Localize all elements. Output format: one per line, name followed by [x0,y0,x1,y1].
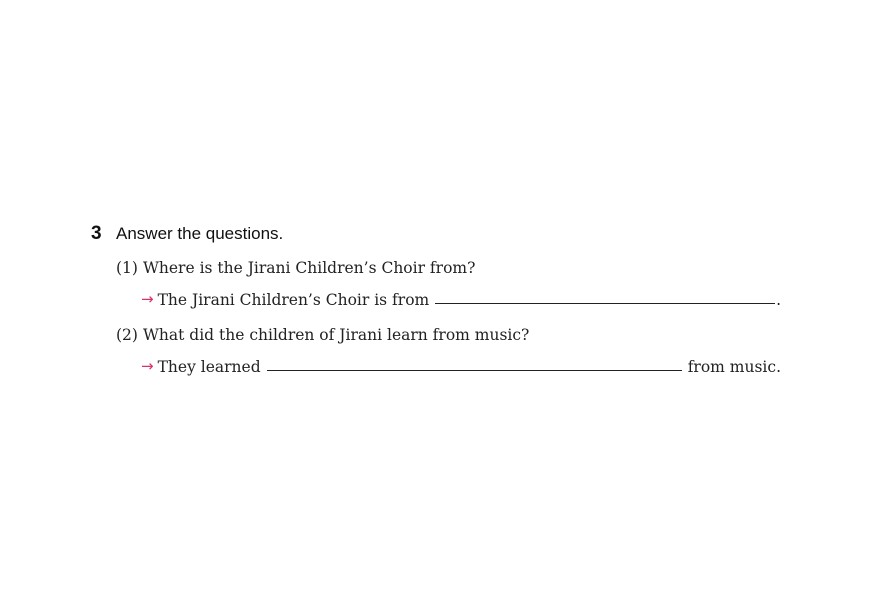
arrow-right-icon: → [141,290,154,308]
answer-line-2 [141,354,781,376]
exercise-number: 3 [91,223,102,244]
arrow-right-icon: → [141,357,154,375]
question-2 [116,326,529,344]
question-number: (2) [116,326,138,344]
question-text: Where is the Jirani Children’s Choir from? [142,259,476,277]
question-1 [116,259,475,277]
answer-blank-2[interactable] [267,369,682,371]
answer-prefix: They learned [157,358,261,376]
exercise-instruction: Answer the questions. [116,224,284,243]
question-number: (1) [116,259,138,277]
answer-prefix: The Jirani Children’s Choir is from [157,291,430,309]
answer-line-1 [141,287,781,309]
question-text: What did the children of Jirani learn from music? [142,326,530,344]
answer-suffix: . [776,291,781,309]
answer-suffix: from music. [687,358,781,376]
exercise-heading [91,222,283,246]
answer-blank-1[interactable] [435,302,775,304]
